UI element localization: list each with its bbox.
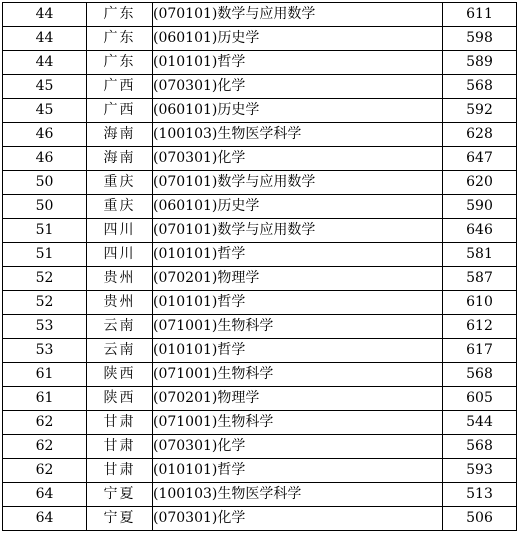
province-name-cell: 海南 bbox=[87, 123, 153, 147]
province-name-cell: 四川 bbox=[87, 243, 153, 267]
province-code-cell: 62 bbox=[3, 411, 87, 435]
province-code-cell: 64 bbox=[3, 483, 87, 507]
score-cell: 590 bbox=[443, 195, 517, 219]
score-cell: 506 bbox=[443, 507, 517, 531]
province-code-cell: 52 bbox=[3, 291, 87, 315]
province-code-cell: 52 bbox=[3, 267, 87, 291]
major-cell: (070201)物理学 bbox=[153, 387, 443, 411]
score-cell: 568 bbox=[443, 363, 517, 387]
major-cell: (010101)哲学 bbox=[153, 243, 443, 267]
major-cell: (070101)数学与应用数学 bbox=[153, 171, 443, 195]
table-row bbox=[3, 315, 517, 339]
major-cell: (070301)化学 bbox=[153, 147, 443, 171]
province-name-cell: 广西 bbox=[87, 75, 153, 99]
major-cell: (010101)哲学 bbox=[153, 339, 443, 363]
major-cell: (060101)历史学 bbox=[153, 99, 443, 123]
province-name-cell: 云南 bbox=[87, 315, 153, 339]
table-row bbox=[3, 339, 517, 363]
province-name-cell: 甘肃 bbox=[87, 411, 153, 435]
province-code-cell: 50 bbox=[3, 171, 87, 195]
score-cell: 598 bbox=[443, 27, 517, 51]
table-row bbox=[3, 195, 517, 219]
table-row bbox=[3, 483, 517, 507]
score-cell: 513 bbox=[443, 483, 517, 507]
province-code-cell: 53 bbox=[3, 315, 87, 339]
major-cell: (010101)哲学 bbox=[153, 291, 443, 315]
score-cell: 568 bbox=[443, 435, 517, 459]
major-cell: (071001)生物科学 bbox=[153, 315, 443, 339]
table-row bbox=[3, 387, 517, 411]
score-cell: 568 bbox=[443, 75, 517, 99]
table-row bbox=[3, 507, 517, 531]
province-name-cell: 海南 bbox=[87, 147, 153, 171]
table-body bbox=[3, 3, 517, 531]
score-cell: 581 bbox=[443, 243, 517, 267]
province-code-cell: 61 bbox=[3, 363, 87, 387]
major-cell: (070201)物理学 bbox=[153, 267, 443, 291]
major-cell: (010101)哲学 bbox=[153, 51, 443, 75]
table-row bbox=[3, 147, 517, 171]
province-name-cell: 广东 bbox=[87, 27, 153, 51]
table-row bbox=[3, 51, 517, 75]
table-row bbox=[3, 219, 517, 243]
major-cell: (100103)生物医学科学 bbox=[153, 483, 443, 507]
score-cell: 611 bbox=[443, 3, 517, 27]
province-code-cell: 51 bbox=[3, 243, 87, 267]
province-name-cell: 宁夏 bbox=[87, 507, 153, 531]
table-row bbox=[3, 75, 517, 99]
province-name-cell: 陕西 bbox=[87, 387, 153, 411]
score-cell: 605 bbox=[443, 387, 517, 411]
province-name-cell: 宁夏 bbox=[87, 483, 153, 507]
table-row bbox=[3, 267, 517, 291]
province-name-cell: 贵州 bbox=[87, 291, 153, 315]
table-row bbox=[3, 3, 517, 27]
province-code-cell: 53 bbox=[3, 339, 87, 363]
province-name-cell: 贵州 bbox=[87, 267, 153, 291]
province-name-cell: 云南 bbox=[87, 339, 153, 363]
province-code-cell: 46 bbox=[3, 123, 87, 147]
score-cell: 589 bbox=[443, 51, 517, 75]
score-cell: 593 bbox=[443, 459, 517, 483]
major-cell: (010101)哲学 bbox=[153, 459, 443, 483]
province-code-cell: 62 bbox=[3, 435, 87, 459]
score-cell: 612 bbox=[443, 315, 517, 339]
province-name-cell: 重庆 bbox=[87, 195, 153, 219]
table-row bbox=[3, 411, 517, 435]
province-code-cell: 50 bbox=[3, 195, 87, 219]
major-cell: (100103)生物医学科学 bbox=[153, 123, 443, 147]
table-row bbox=[3, 459, 517, 483]
table-row bbox=[3, 291, 517, 315]
table-row bbox=[3, 363, 517, 387]
province-code-cell: 51 bbox=[3, 219, 87, 243]
province-name-cell: 重庆 bbox=[87, 171, 153, 195]
province-code-cell: 44 bbox=[3, 3, 87, 27]
score-cell: 646 bbox=[443, 219, 517, 243]
province-code-cell: 61 bbox=[3, 387, 87, 411]
province-name-cell: 甘肃 bbox=[87, 435, 153, 459]
admission-score-table bbox=[2, 2, 517, 531]
major-cell: (070301)化学 bbox=[153, 507, 443, 531]
province-name-cell: 广西 bbox=[87, 99, 153, 123]
score-cell: 647 bbox=[443, 147, 517, 171]
table-row bbox=[3, 99, 517, 123]
major-cell: (071001)生物科学 bbox=[153, 363, 443, 387]
major-cell: (060101)历史学 bbox=[153, 27, 443, 51]
table-row bbox=[3, 243, 517, 267]
province-name-cell: 陕西 bbox=[87, 363, 153, 387]
province-code-cell: 45 bbox=[3, 99, 87, 123]
major-cell: (070301)化学 bbox=[153, 75, 443, 99]
province-code-cell: 62 bbox=[3, 459, 87, 483]
score-cell: 592 bbox=[443, 99, 517, 123]
score-cell: 617 bbox=[443, 339, 517, 363]
score-cell: 620 bbox=[443, 171, 517, 195]
table-row bbox=[3, 123, 517, 147]
major-cell: (071001)生物科学 bbox=[153, 411, 443, 435]
province-code-cell: 45 bbox=[3, 75, 87, 99]
province-code-cell: 46 bbox=[3, 147, 87, 171]
table-row bbox=[3, 27, 517, 51]
score-cell: 628 bbox=[443, 123, 517, 147]
table-row bbox=[3, 435, 517, 459]
score-cell: 587 bbox=[443, 267, 517, 291]
score-cell: 610 bbox=[443, 291, 517, 315]
province-name-cell: 四川 bbox=[87, 219, 153, 243]
province-code-cell: 64 bbox=[3, 507, 87, 531]
major-cell: (070101)数学与应用数学 bbox=[153, 219, 443, 243]
table-row bbox=[3, 171, 517, 195]
province-name-cell: 广东 bbox=[87, 3, 153, 27]
major-cell: (070301)化学 bbox=[153, 435, 443, 459]
major-cell: (060101)历史学 bbox=[153, 195, 443, 219]
province-code-cell: 44 bbox=[3, 51, 87, 75]
province-code-cell: 44 bbox=[3, 27, 87, 51]
score-cell: 544 bbox=[443, 411, 517, 435]
province-name-cell: 广东 bbox=[87, 51, 153, 75]
province-name-cell: 甘肃 bbox=[87, 459, 153, 483]
major-cell: (070101)数学与应用数学 bbox=[153, 3, 443, 27]
